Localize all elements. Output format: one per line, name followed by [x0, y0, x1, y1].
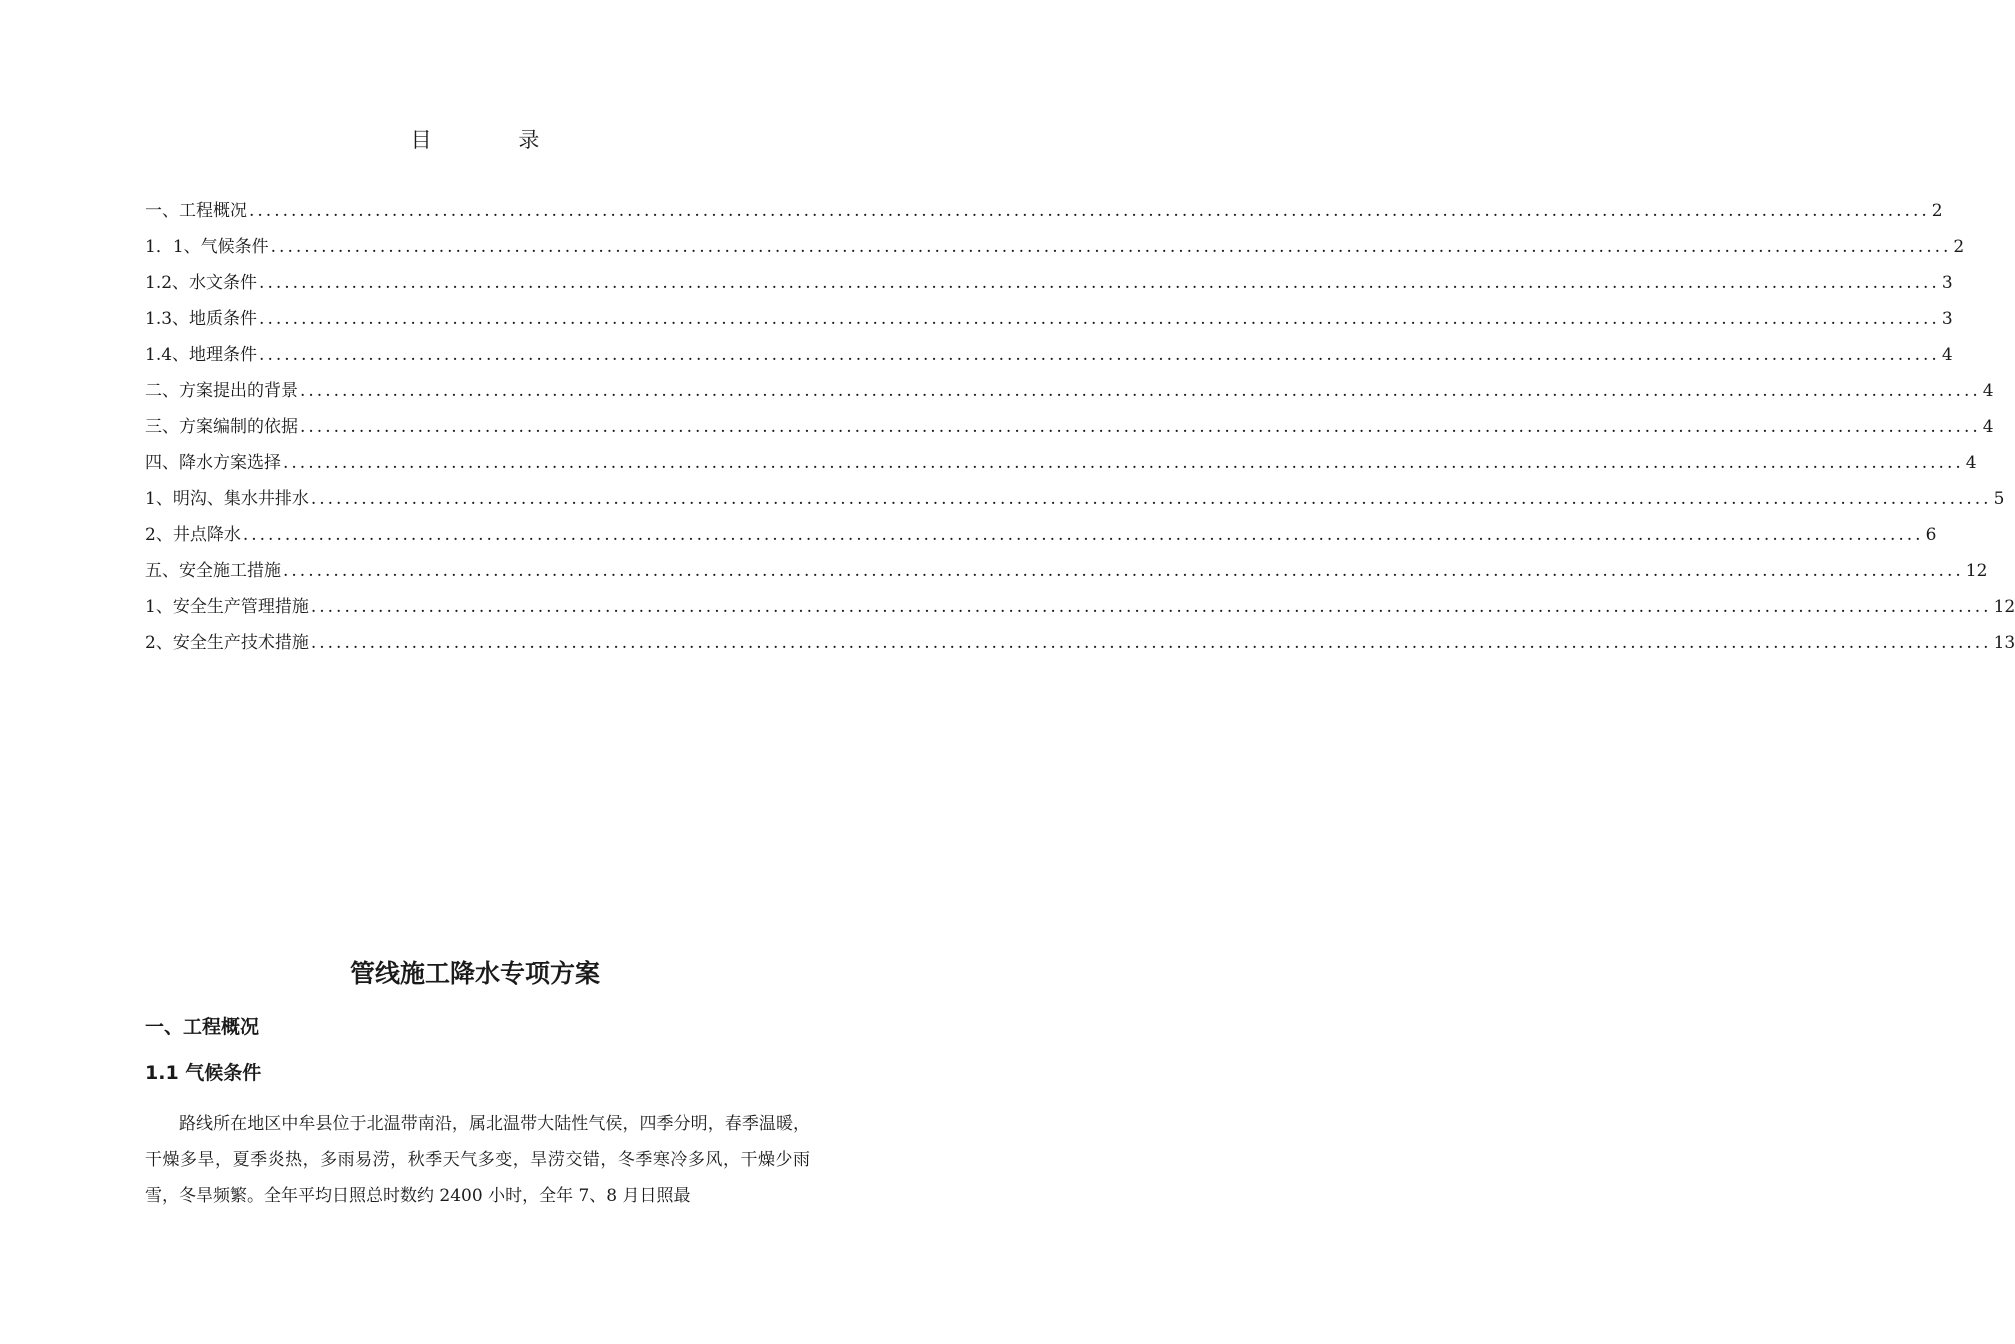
toc-entry[interactable] — [145, 520, 1937, 556]
document-title: 管线施工降水专项方案 — [349, 959, 600, 988]
toc-entry[interactable] — [145, 448, 1977, 484]
toc-entry-label: 二、方案提出的背景 — [145, 381, 298, 401]
toc-dot-leader: ........................................................................................................................................................................................................ — [283, 453, 1964, 473]
toc-dot-leader: ........................................................................................................................................................................................................ — [259, 273, 1940, 293]
toc-dot-leader: ........................................................................................................................................................................................................ — [242, 525, 1924, 545]
toc-entry-label: 1.4、地理条件 — [145, 345, 258, 365]
toc-entry-page: 13 — [1993, 633, 2015, 653]
toc-entry-page: 4 — [1982, 417, 1994, 437]
toc-entry[interactable] — [145, 412, 1994, 448]
toc-entry-page: 4 — [1941, 345, 1953, 365]
toc-entry[interactable] — [145, 304, 1953, 340]
toc-entry-label: 2、井点降水 — [145, 525, 241, 545]
table-of-contents — [145, 196, 2015, 664]
toc-entry-page: 3 — [1941, 309, 1953, 329]
toc-entry-label: 1.3、地质条件 — [145, 309, 258, 329]
toc-entry[interactable] — [145, 232, 1965, 268]
toc-entry-label: 五、安全施工措施 — [145, 561, 281, 581]
toc-entry[interactable] — [145, 196, 1943, 232]
section-heading: 一、工程概况 — [145, 1016, 260, 1038]
toc-entry[interactable] — [145, 628, 2015, 664]
toc-dot-leader: ........................................................................................................................................................................................................ — [249, 201, 1930, 221]
toc-entry-page: 12 — [1993, 597, 2015, 617]
toc-entry-label: 2、安全生产技术措施 — [145, 633, 309, 653]
toc-entry[interactable] — [145, 556, 1988, 592]
toc-dot-leader: ........................................................................................................................................................................................................ — [283, 561, 1964, 581]
toc-dot-leader: ........................................................................................................................................................................................................ — [259, 345, 1940, 365]
toc-entry-page: 4 — [1982, 381, 1994, 401]
toc-dot-leader: ........................................................................................................................................................................................................ — [300, 417, 1981, 437]
toc-entry-page: 2 — [1953, 237, 1965, 257]
toc-entry-page: 12 — [1965, 561, 1988, 581]
toc-entry-label: 1、明沟、集水井排水 — [145, 489, 309, 509]
body-paragraph: 路线所在地区中牟县位于北温带南沿，属北温带大陆性气侯，四季分明，春季温暖，干燥多旱，夏季炎热，多雨易涝，秋季天气多变，旱涝交错，冬季寒冷多风，干燥少雨雪，冬旱频繁。全年平均日照总时数约 2400 小时，全年 7、8 月日照最 — [145, 1114, 810, 1206]
toc-entry-label: 三、方案编制的依据 — [145, 417, 298, 437]
toc-entry-label: 一、工程概况 — [145, 201, 247, 221]
toc-dot-leader: ........................................................................................................................................................................................................ — [310, 597, 1992, 617]
toc-dot-leader: ........................................................................................................................................................................................................ — [310, 633, 1992, 653]
toc-entry-page: 4 — [1965, 453, 1977, 473]
toc-dot-leader: ........................................................................................................................................................................................................ — [259, 309, 1940, 329]
toc-entry[interactable] — [145, 484, 2005, 520]
toc-entry-page: 5 — [1993, 489, 2005, 509]
subsection-heading: 1.1 气候条件 — [145, 1062, 262, 1084]
toc-entry[interactable] — [145, 268, 1953, 304]
toc-entry-label: 1．1、气候条件 — [145, 237, 269, 257]
toc-dot-leader: ........................................................................................................................................................................................................ — [270, 237, 1952, 257]
toc-entry-page: 6 — [1925, 525, 1937, 545]
toc-entry[interactable] — [145, 376, 1994, 412]
toc-entry-label: 1、安全生产管理措施 — [145, 597, 309, 617]
toc-entry[interactable] — [145, 340, 1953, 376]
toc-entry[interactable] — [145, 592, 2015, 628]
toc-dot-leader: ........................................................................................................................................................................................................ — [310, 489, 1992, 509]
toc-entry-page: 3 — [1941, 273, 1953, 293]
toc-title: 目 录 — [410, 128, 580, 152]
toc-dot-leader: ........................................................................................................................................................................................................ — [300, 381, 1981, 401]
toc-entry-label: 1.2、水文条件 — [145, 273, 258, 293]
toc-entry-label: 四、降水方案选择 — [145, 453, 281, 473]
toc-entry-page: 2 — [1931, 201, 1943, 221]
